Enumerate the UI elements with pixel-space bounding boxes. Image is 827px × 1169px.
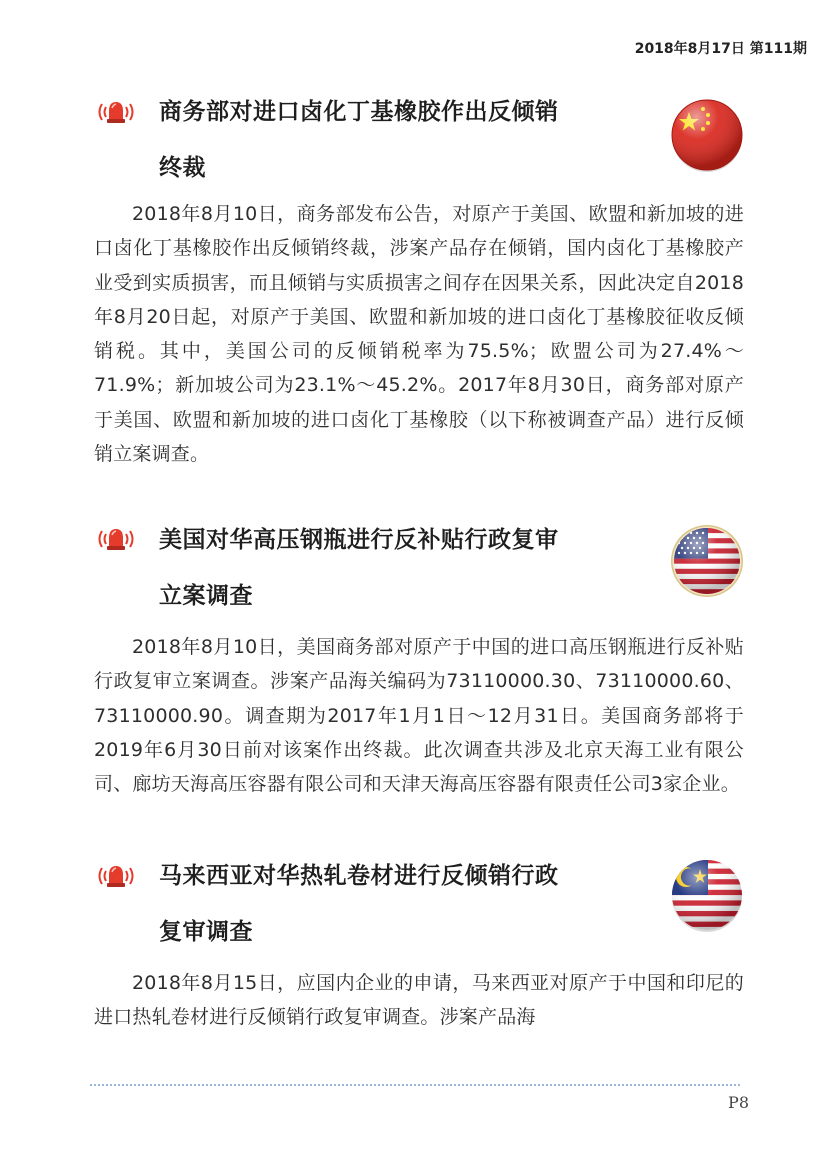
- issue-date: 2018年8月17日 第111期: [634, 41, 807, 57]
- headline-line-2: 立案调查: [159, 583, 253, 609]
- footer-divider: [90, 1084, 740, 1086]
- headline-line-1: 马来西亚对华热轧卷材进行反倾销行政: [159, 863, 559, 889]
- headline-line-2: 复审调查: [159, 919, 253, 945]
- page-number: P8: [728, 1093, 749, 1112]
- headline-line-1: 商务部对进口卤化丁基橡胶作出反倾销: [159, 99, 559, 125]
- headline-line-1: 美国对华高压钢瓶进行反补贴行政复审: [159, 527, 559, 553]
- china-flag-icon: [670, 98, 744, 172]
- article-headline: [159, 848, 629, 960]
- article-headline: [159, 512, 629, 624]
- alarm-bell-icon: [96, 525, 136, 553]
- article-body: 2018年8月15日，应国内企业的申请，马来西亚对原产于中国和印尼的进口热轧卷材进行反倾销行政复审调查。涉案产品海: [94, 972, 744, 1029]
- malaysia-flag-icon: [670, 858, 744, 932]
- headline-line-2: 终裁: [159, 155, 206, 181]
- article-body: 2018年8月10日，美国商务部对原产于中国的进口高压钢瓶进行反补贴行政复审立案调查。涉案产品海关编码为73110000.30、73110000.60、73110000.90。调查期为2017年1月1日～12月31日。美国商务部将于2019年6月30日前对该案作出终裁。此次调查共涉及北京天海工业有限公司、廊坊天海高压容器有限公司和天津天海高压容器有限责任公司3家企业。: [94, 636, 744, 796]
- usa-flag-icon: [670, 524, 744, 598]
- alarm-bell-icon: [96, 98, 136, 126]
- article-headline: [159, 84, 629, 196]
- alarm-bell-icon: [96, 862, 136, 890]
- article-body: 2018年8月10日，商务部发布公告，对原产于美国、欧盟和新加坡的进口卤化丁基橡胶作出反倾销终裁，涉案产品存在倾销，国内卤化丁基橡胶产业受到实质损害，而且倾销与实质损害之间存在因果关系，因此决定自2018年8月20日起，对原产于美国、欧盟和新加坡的进口卤化丁基橡胶征收反倾销税。其中，美国公司的反倾销税率为75.5%；欧盟公司为27.4%～71.9%；新加坡公司为23.1%～45.2%。2017年8月30日，商务部对原产于美国、欧盟和新加坡的进口卤化丁基橡胶（以下称被调查产品）进行反倾销立案调查。: [94, 203, 744, 466]
